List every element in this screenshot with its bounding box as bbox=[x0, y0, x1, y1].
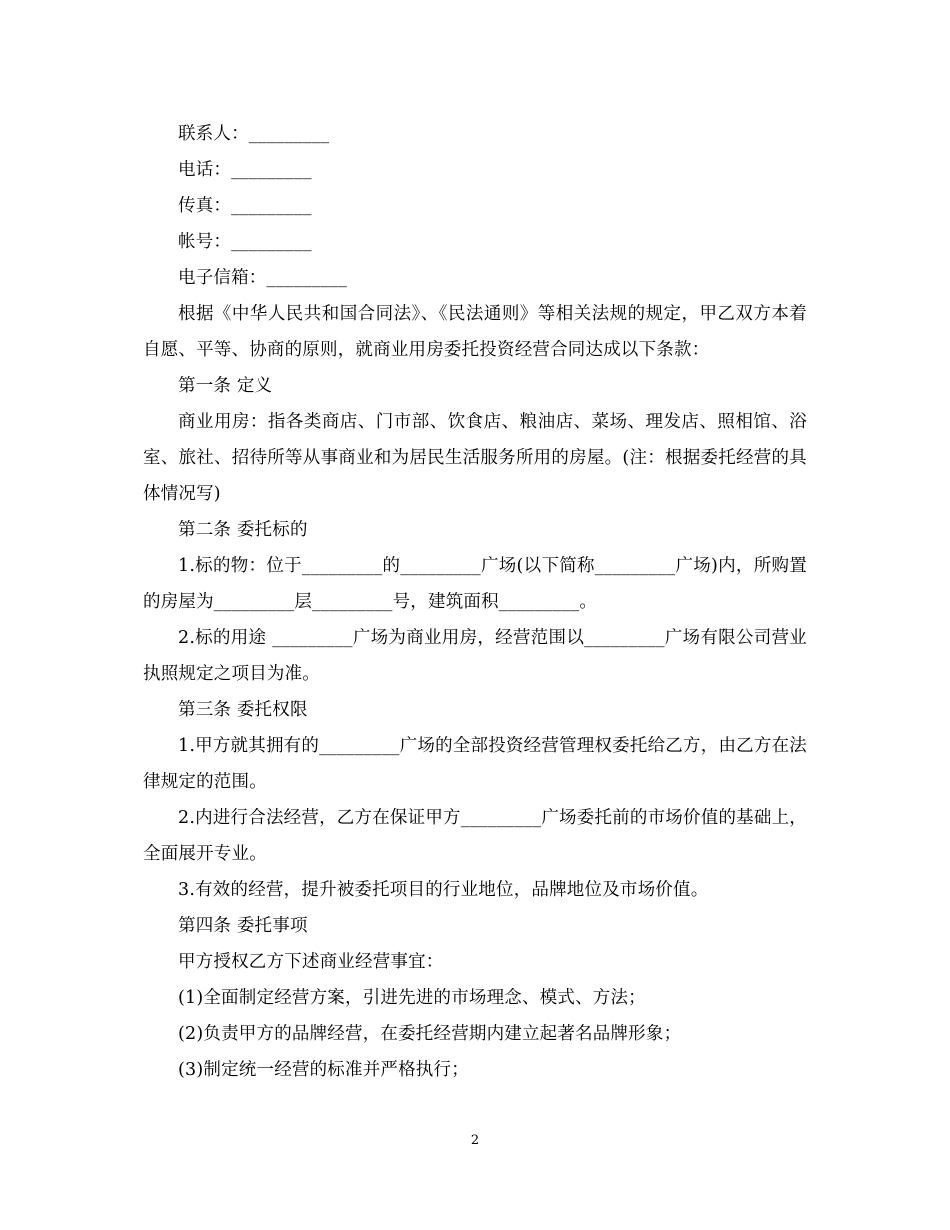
page-number: 2 bbox=[470, 1133, 480, 1148]
email-line: 电子信箱：_________ bbox=[178, 268, 348, 288]
document-body bbox=[143, 116, 807, 1088]
article-3-heading: 第三条 委托权限 bbox=[178, 700, 308, 720]
article-3-item-2: 2.内进行合法经营，乙方在保证甲方_________广场委托前的市场价值的基础上，全面展开专业。 bbox=[143, 808, 807, 864]
article-1-heading: 第一条 定义 bbox=[178, 376, 273, 396]
account-line: 帐号：_________ bbox=[178, 232, 312, 252]
article-4-item-3: (3)制定统一经营的标准并严格执行； bbox=[178, 1060, 469, 1080]
article-4-item-1: (1)全面制定经营方案，引进先进的市场理念、模式、方法； bbox=[178, 988, 646, 1008]
article-2-heading: 第二条 委托标的 bbox=[178, 520, 308, 540]
article-3-item-1: 1.甲方就其拥有的_________广场的全部投资经营管理权委托给乙方，由乙方在法律规定的范围。 bbox=[143, 736, 807, 792]
article-4-item-2: (2)负责甲方的品牌经营，在委托经营期内建立起著名品牌形象； bbox=[178, 1024, 682, 1044]
fax-line: 传真：_________ bbox=[178, 196, 312, 216]
contact-person-line: 联系人：_________ bbox=[178, 124, 330, 144]
article-1-definition: 商业用房：指各类商店、门市部、饮食店、粮油店、菜场、理发店、照相馆、浴室、旅社、招待所等从事商业和为居民生活服务所用的房屋。(注：根据委托经营的具体情况写) bbox=[143, 412, 807, 504]
phone-line: 电话：_________ bbox=[178, 160, 312, 180]
article-2-item-1: 1.标的物：位于_________的_________广场(以下简称_________广场)内，所购置的房屋为_________层_________号，建筑面积_________。 bbox=[143, 556, 807, 612]
article-4-heading: 第四条 委托事项 bbox=[178, 916, 308, 936]
article-4-intro: 甲方授权乙方下述商业经营事宜： bbox=[178, 952, 444, 972]
article-3-item-3: 3.有效的经营，提升被委托项目的行业地位，品牌地位及市场价值。 bbox=[178, 880, 709, 900]
article-2-item-2: 2.标的用途 _________广场为商业用房，经营范围以_________广场有限公司营业执照规定之项目为准。 bbox=[143, 628, 807, 684]
preamble-paragraph: 根据《中华人民共和国合同法》、《民法通则》等相关法规的规定，甲乙双方本着自愿、平等、协商的原则，就商业用房委托投资经营合同达成以下条款： bbox=[143, 304, 807, 360]
